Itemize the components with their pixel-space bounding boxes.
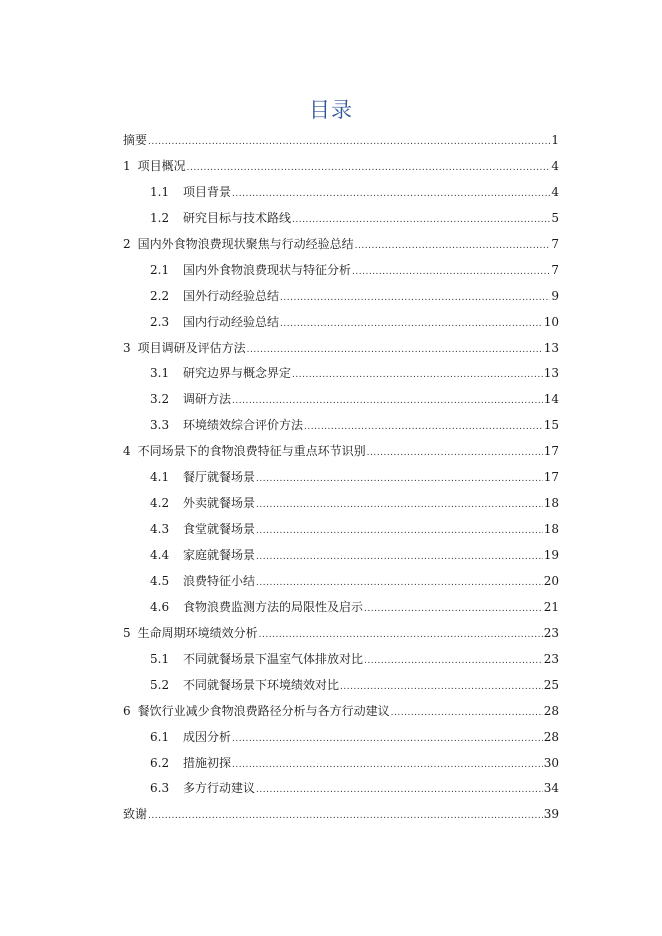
toc-page-number: 4 — [551, 158, 559, 173]
toc-subsection-entry[interactable] — [123, 673, 559, 699]
toc-entry-number: 4.2 — [150, 496, 170, 511]
toc-dot-leader — [304, 415, 543, 441]
toc-subsection-entry[interactable] — [123, 725, 559, 751]
toc-entry-number: 4.3 — [150, 522, 170, 537]
toc-page-number: 21 — [543, 599, 559, 614]
toc-page-number: 19 — [543, 548, 559, 562]
toc-page-number: 1 — [551, 133, 559, 147]
toc-entry-number: 6.1 — [150, 729, 170, 744]
toc-dot-leader — [247, 338, 543, 364]
toc-section-entry[interactable] — [123, 154, 559, 180]
toc-dot-leader — [364, 649, 543, 675]
toc-dot-leader — [187, 156, 551, 182]
toc-subsection-entry[interactable] — [123, 465, 559, 491]
toc-entry-title: 调研方法 — [183, 392, 232, 407]
toc-entry-title: 餐厅就餐场景 — [183, 470, 256, 485]
toc-dot-leader — [256, 545, 543, 571]
toc-page-number: 23 — [543, 651, 559, 666]
toc-dot-leader — [292, 363, 543, 389]
toc-dot-leader — [232, 753, 543, 779]
toc-dot-leader — [148, 130, 550, 156]
toc-section-entry[interactable] — [123, 699, 559, 725]
toc-entry-title: 多方行动建议 — [183, 781, 256, 796]
toc-dot-leader — [256, 519, 543, 545]
toc-page-number: 28 — [543, 703, 559, 718]
toc-subsection-entry[interactable] — [123, 413, 559, 439]
toc-dot-leader — [232, 727, 543, 753]
toc-subsection-entry[interactable] — [123, 180, 559, 206]
toc-page-number: 20 — [543, 573, 559, 588]
toc-page-number: 13 — [543, 340, 559, 355]
toc-subsection-entry[interactable] — [123, 387, 559, 413]
toc-entry-number: 1.2 — [150, 210, 170, 225]
toc-entry-number: 3.2 — [150, 392, 170, 407]
toc-section-entry[interactable] — [123, 232, 559, 258]
toc-entry-title: 浪费特征小结 — [183, 573, 256, 588]
toc-dot-leader — [280, 286, 550, 312]
toc-entry-number: 6 — [123, 703, 131, 718]
toc-subsection-entry[interactable] — [123, 361, 559, 387]
toc-dot-leader — [340, 675, 543, 701]
toc-entry-title: 国内外食物浪费现状聚焦与行动经验总结 — [137, 236, 354, 251]
toc-page-number: 39 — [543, 807, 559, 822]
toc-entry-number: 5.2 — [150, 677, 170, 692]
toc-subsection-entry[interactable] — [123, 647, 559, 673]
toc-dot-leader — [256, 467, 543, 493]
toc-entry-title: 研究目标与技术路线 — [183, 210, 292, 225]
toc-subsection-entry[interactable] — [123, 517, 559, 543]
toc-entry-title: 国外行动经验总结 — [183, 288, 280, 303]
toc-entry-title: 项目背景 — [183, 184, 232, 199]
toc-entry-number: 5 — [123, 625, 131, 640]
toc-entry-number: 2.1 — [150, 262, 170, 277]
toc-page-number: 30 — [543, 755, 559, 770]
toc-entry-number: 5.1 — [150, 651, 170, 666]
toc-entry-title: 食物浪费监测方法的局限性及启示 — [183, 599, 364, 614]
toc-list — [123, 128, 559, 828]
toc-entry-number: 4.6 — [150, 599, 170, 614]
toc-page-number: 7 — [551, 236, 559, 251]
toc-title: 目录 — [309, 98, 353, 122]
toc-entry-title: 外卖就餐场景 — [183, 496, 256, 511]
toc-page-number: 18 — [543, 496, 559, 511]
toc-dot-leader — [259, 623, 543, 649]
toc-entry-number: 1.1 — [150, 184, 170, 199]
toc-entry-title: 国内外食物浪费现状与特征分析 — [183, 262, 352, 277]
toc-page-number: 17 — [543, 470, 559, 485]
toc-entry-title: 措施初探 — [183, 755, 232, 770]
toc-entry-number: 6.3 — [150, 781, 170, 796]
toc-entry-title: 家庭就餐场景 — [183, 548, 256, 562]
toc-entry-title: 餐饮行业减少食物浪费路径分析与各方行动建议 — [137, 703, 390, 718]
toc-dot-leader — [232, 182, 550, 208]
toc-entry[interactable] — [123, 128, 559, 154]
toc-dot-leader — [352, 260, 550, 286]
toc-page-number: 18 — [543, 522, 559, 537]
toc-entry-title: 项目概况 — [137, 158, 186, 173]
toc-section-entry[interactable] — [123, 439, 559, 465]
toc-entry-title: 食堂就餐场景 — [183, 522, 256, 537]
toc-entry-title: 成因分析 — [183, 729, 232, 744]
toc-entry-number: 3.3 — [150, 418, 170, 433]
toc-page-number: 25 — [543, 677, 559, 692]
toc-entry-title: 国内行动经验总结 — [183, 314, 280, 329]
toc-entry-title: 环境绩效综合评价方法 — [183, 418, 304, 433]
toc-dot-leader — [280, 312, 543, 338]
toc-page-number: 10 — [543, 314, 559, 329]
toc-dot-leader — [256, 493, 543, 519]
toc-entry-number: 4.1 — [150, 470, 170, 485]
toc-entry-title: 不同就餐场景下温室气体排放对比 — [183, 651, 364, 666]
toc-page-number: 14 — [543, 392, 559, 407]
toc-subsection-entry[interactable] — [123, 491, 559, 517]
toc-entry-number: 6.2 — [150, 755, 170, 770]
toc-dot-leader — [292, 208, 550, 234]
toc-dot-leader — [367, 441, 543, 467]
toc-entry-title: 不同就餐场景下环境绩效对比 — [183, 677, 340, 692]
toc-dot-leader — [364, 597, 543, 623]
toc-entry-title: 致谢 — [123, 807, 148, 822]
toc-page-number: 13 — [543, 366, 559, 381]
toc-entry-number: 4.5 — [150, 573, 170, 588]
toc-dot-leader — [391, 701, 543, 727]
toc-subsection-entry[interactable] — [123, 310, 559, 336]
toc-subsection-entry[interactable] — [123, 284, 559, 310]
toc-page-number: 17 — [543, 444, 559, 459]
toc-subsection-entry[interactable] — [123, 569, 559, 595]
toc-dot-leader — [148, 804, 543, 830]
toc-dot-leader — [256, 778, 543, 804]
toc-page-number: 28 — [543, 729, 559, 744]
toc-section-entry[interactable] — [123, 621, 559, 647]
toc-entry-number: 1 — [123, 158, 131, 173]
toc-entry-number: 3.1 — [150, 366, 170, 381]
toc-entry-number: 4 — [123, 444, 131, 459]
toc-entry-number: 2.3 — [150, 314, 170, 329]
toc-entry-number: 2 — [123, 236, 131, 251]
toc-subsection-entry[interactable] — [123, 258, 559, 284]
toc-page-number: 4 — [551, 184, 559, 199]
toc-entry-title: 摘要 — [123, 133, 148, 147]
toc-entry-number: 4.4 — [150, 548, 170, 562]
toc-subsection-entry[interactable] — [123, 206, 559, 232]
toc-entry-title: 项目调研及评估方法 — [137, 340, 246, 355]
toc-entry-title: 不同场景下的食物浪费特征与重点环节识别 — [137, 444, 366, 459]
toc-entry-title: 生命周期环境绩效分析 — [137, 625, 258, 640]
toc-page-number: 15 — [543, 418, 559, 433]
toc-subsection-entry[interactable] — [123, 751, 559, 777]
toc-dot-leader — [232, 389, 543, 415]
toc-page-number: 23 — [543, 625, 559, 640]
toc-subsection-entry[interactable] — [123, 776, 559, 802]
toc-dot-leader — [256, 571, 543, 597]
toc-page-number: 9 — [551, 288, 559, 303]
toc-entry-number: 2.2 — [150, 288, 170, 303]
toc-dot-leader — [355, 234, 551, 260]
toc-entry-title: 研究边界与概念界定 — [183, 366, 292, 381]
toc-entry-number: 3 — [123, 340, 131, 355]
toc-section-entry[interactable] — [123, 336, 559, 362]
toc-subsection-entry[interactable] — [123, 595, 559, 621]
toc-entry[interactable] — [123, 802, 559, 828]
toc-page-number: 34 — [543, 781, 559, 796]
toc-page-number: 5 — [551, 210, 559, 225]
toc-subsection-entry[interactable] — [123, 543, 559, 569]
toc-page-number: 7 — [551, 262, 559, 277]
